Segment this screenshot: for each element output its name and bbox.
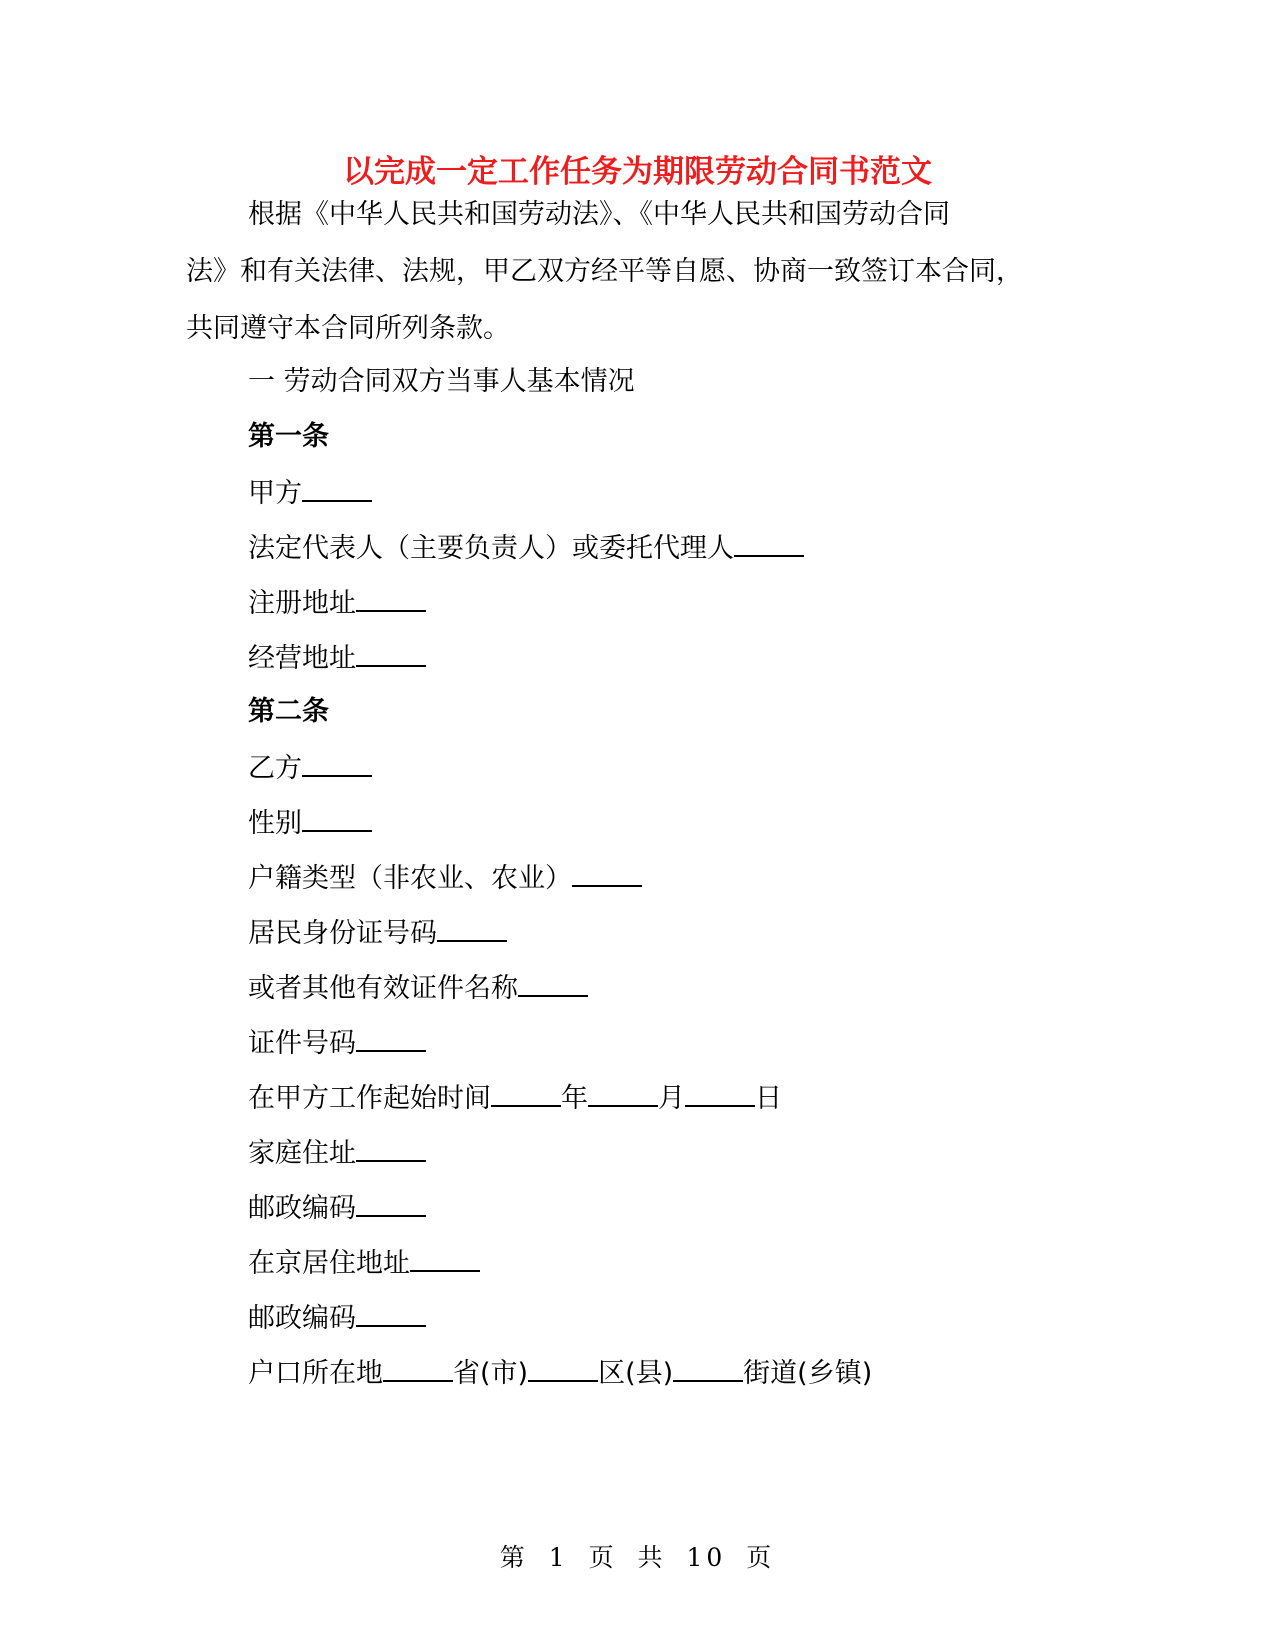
field-hukou-location bbox=[248, 1354, 872, 1392]
field-label: 注册地址 bbox=[248, 588, 356, 619]
field-label: 居民身份证号码 bbox=[248, 918, 437, 949]
blank-line[interactable] bbox=[437, 914, 507, 942]
field-gender bbox=[248, 804, 372, 842]
field-registered-address bbox=[248, 584, 426, 622]
intro-line-1: 根据《中华人民共和国劳动法》、《中华人民共和国劳动合同 bbox=[248, 199, 950, 230]
field-label: 在甲方工作起始时间 bbox=[248, 1083, 491, 1114]
field-label: 家庭住址 bbox=[248, 1138, 356, 1169]
field-party-a bbox=[248, 474, 372, 512]
year-label: 年 bbox=[561, 1083, 588, 1114]
article-2-heading: 第二条 bbox=[248, 696, 329, 727]
field-label: 乙方 bbox=[248, 753, 302, 784]
field-hukou-type bbox=[248, 859, 642, 897]
blank-line[interactable] bbox=[356, 1024, 426, 1052]
field-label: 法定代表人（主要负责人）或委托代理人 bbox=[248, 533, 734, 564]
blank-district[interactable] bbox=[528, 1354, 598, 1382]
blank-province[interactable] bbox=[383, 1354, 453, 1382]
field-beijing-address bbox=[248, 1244, 480, 1282]
blank-line[interactable] bbox=[572, 859, 642, 887]
blank-line[interactable] bbox=[356, 1134, 426, 1162]
blank-line[interactable] bbox=[518, 969, 588, 997]
field-label: 邮政编码 bbox=[248, 1303, 356, 1334]
intro-line-2: 法》和有关法律、法规，甲乙双方经平等自愿、协商一致签订本合同， bbox=[186, 256, 1023, 287]
blank-line[interactable] bbox=[302, 804, 372, 832]
district-label: 区(县) bbox=[598, 1358, 674, 1389]
blank-line[interactable] bbox=[356, 639, 426, 667]
blank-line[interactable] bbox=[734, 529, 804, 557]
field-label: 甲方 bbox=[248, 478, 302, 509]
page-footer: 第 1 页 共 10 页 bbox=[499, 1543, 776, 1572]
blank-year[interactable] bbox=[491, 1079, 561, 1107]
blank-street[interactable] bbox=[673, 1354, 743, 1382]
field-label: 邮政编码 bbox=[248, 1193, 356, 1224]
field-postcode-1 bbox=[248, 1189, 426, 1227]
field-label: 户籍类型（非农业、农业） bbox=[248, 863, 572, 894]
month-label: 月 bbox=[658, 1083, 685, 1114]
field-label: 性别 bbox=[248, 808, 302, 839]
field-business-address bbox=[248, 639, 426, 677]
blank-line[interactable] bbox=[356, 1299, 426, 1327]
province-label: 省(市) bbox=[453, 1358, 529, 1389]
field-label: 经营地址 bbox=[248, 643, 356, 674]
street-label: 街道(乡镇) bbox=[743, 1358, 873, 1389]
field-label: 户口所在地 bbox=[248, 1358, 383, 1389]
blank-line[interactable] bbox=[410, 1244, 480, 1272]
blank-line[interactable] bbox=[356, 1189, 426, 1217]
blank-day[interactable] bbox=[685, 1079, 755, 1107]
field-home-address bbox=[248, 1134, 426, 1172]
intro-line-3: 共同遵守本合同所列条款。 bbox=[186, 313, 510, 344]
section-heading: 一 劳动合同双方当事人基本情况 bbox=[248, 366, 635, 397]
blank-month[interactable] bbox=[588, 1079, 658, 1107]
field-id-number bbox=[248, 914, 507, 952]
blank-line[interactable] bbox=[356, 584, 426, 612]
blank-line[interactable] bbox=[302, 749, 372, 777]
blank-line[interactable] bbox=[302, 474, 372, 502]
document-title: 以完成一定工作任务为期限劳动合同书范文 bbox=[343, 154, 932, 190]
field-id-doc-number bbox=[248, 1024, 426, 1062]
field-label: 或者其他有效证件名称 bbox=[248, 973, 518, 1004]
field-label: 证件号码 bbox=[248, 1028, 356, 1059]
field-legal-rep bbox=[248, 529, 804, 567]
field-other-id-name bbox=[248, 969, 588, 1007]
field-start-date bbox=[248, 1079, 782, 1117]
intro-paragraph bbox=[186, 186, 1086, 357]
field-party-b bbox=[248, 749, 372, 787]
article-1-heading: 第一条 bbox=[248, 421, 329, 452]
day-label: 日 bbox=[755, 1083, 782, 1114]
field-label: 在京居住地址 bbox=[248, 1248, 410, 1279]
field-postcode-2 bbox=[248, 1299, 426, 1337]
